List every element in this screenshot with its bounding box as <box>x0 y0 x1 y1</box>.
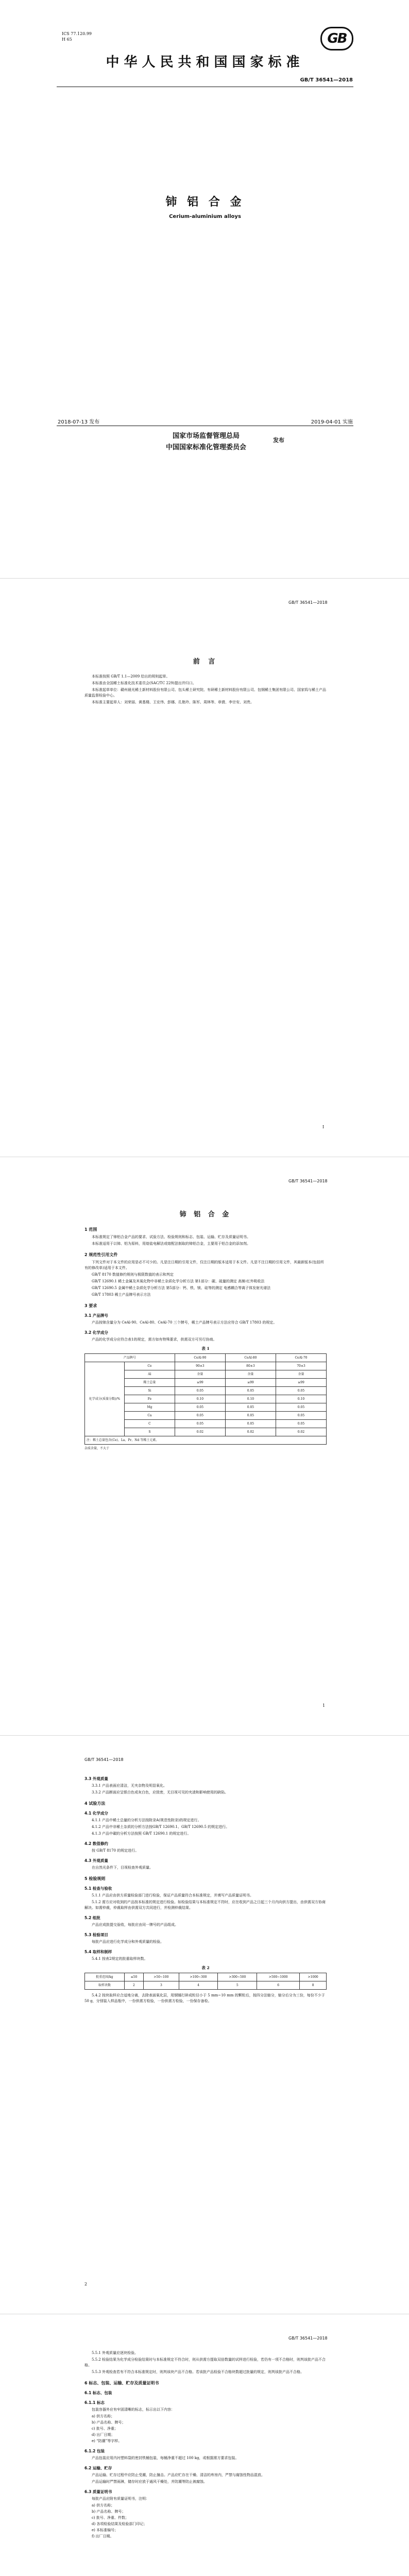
table-note-row <box>85 1436 327 1445</box>
table-cell: 0.05 <box>276 1403 326 1412</box>
paragraph: 5.4.1 按表2规定的批重取样块数。 <box>92 1957 148 1961</box>
foreword-page <box>0 579 409 1157</box>
paragraph: 产品应成批提交验收，每批应由同一牌号的产品组成。 <box>92 1923 178 1927</box>
table-row-label: C <box>125 1420 175 1428</box>
reference-item: GB/T 12690.5 金属中稀土杂质化学分析方法 第5部分：钙、铁、镁、硅等的测定 电感耦合等离子体发射光谱法 <box>92 1286 271 1290</box>
national-standard-title: 中华人民共和国国家标准 <box>106 55 304 70</box>
page-number: 2 <box>84 2282 88 2286</box>
paragraph: 产品按铈含量分为 CeAl-90、CeAl-80、CeAl-70 三个牌号，稀土产品牌号表示方法应符合 GB/T 17803 的规定。 <box>92 1320 277 1325</box>
ccs-code: H 65 <box>62 37 72 42</box>
content-page-3 <box>0 2314 409 2576</box>
table-header-row <box>85 1354 327 1362</box>
subsection-heading: 3.3 外观质量 <box>84 1776 108 1781</box>
table-cell: 0.10 <box>225 1395 276 1403</box>
publish-label: 发布 <box>273 437 284 444</box>
foreword-title: 前 言 <box>193 658 218 666</box>
foreword-para: 本标准由全国稀土标准化技术委员会(SAC/TC 229)提出并归口。 <box>92 681 196 685</box>
gb-logo-text: GB <box>327 31 347 46</box>
paragraph: 5.5.3 外观检查若有不符合本标准规定时，则判该块产品不合格。若该批产品检验不合格块数超过批量的规定，则判该批产品不合格。 <box>92 2370 304 2374</box>
paragraph: 5.1.1 产品应由供方质量检验部门进行检验，保证产品质量符合本标准规定，并填写产品质量证明书。 <box>92 1893 254 1897</box>
table-cell: 余量 <box>276 1370 326 1379</box>
table-row <box>85 1362 327 1370</box>
table-brand: CeAl-90 <box>175 1354 225 1362</box>
subsection-heading: 6.2 运输、贮存 <box>84 2466 112 2470</box>
table-cell: 0.02 <box>225 1428 276 1436</box>
list-item: b) 产品名称、牌号； <box>92 2510 126 2514</box>
table-cell: 余量 <box>175 1370 225 1379</box>
section-heading: 5 检验规则 <box>84 1876 106 1881</box>
table-cell: >50~100 <box>144 1973 179 1981</box>
subsection-heading: 5.2 组批 <box>84 1916 100 1920</box>
paragraph: 本标准规定了铈铝合金产品的要求、试验方法、检验规则和标志、包装、运输、贮存及质量证明书。 <box>92 1235 250 1239</box>
table-cell: ≤50 <box>124 1973 143 1981</box>
reference-item: GB/T 12690.1 稀土金属及其氧化物中非稀土杂质化学分析方法 第1部分：碳、硫量的测定 高频-红外吸收法 <box>92 1279 265 1283</box>
table-brand: CeAl-70 <box>276 1354 326 1362</box>
cover-page <box>0 0 409 579</box>
list-item: a) 供方名称； <box>92 2503 115 2507</box>
subsection-heading: 6.1.2 包装 <box>84 2449 105 2453</box>
table-title: 表 1 <box>201 1346 210 1351</box>
subsection-heading: 3.1 产品牌号 <box>84 1313 108 1318</box>
table-cell: 0.05 <box>225 1420 276 1428</box>
paragraph: 3.3.1 产品表面应清洁，无夹杂物及明显氧化。 <box>92 1784 167 1788</box>
table-row-label: Ce <box>125 1362 175 1370</box>
issuer-block <box>139 430 273 451</box>
table-row-label: 稀土总量 <box>125 1379 175 1387</box>
table-cell: >300~500 <box>218 1973 257 1981</box>
table-row-label: Si <box>125 1387 175 1395</box>
subsection-heading: 5.4 取样和制样 <box>84 1950 112 1954</box>
table-cell: 0.05 <box>225 1403 276 1412</box>
content-body <box>84 1222 327 1451</box>
table-cell: ≥99 <box>175 1379 225 1387</box>
paragraph: 下列文件对于本文件的应用是必不可少的。凡是注日期的引用文件，仅注日期的版本适用于本文件。凡是不注日期的引用文件，其最新版本(包括所有的修改单)适用于本文件。 <box>84 1260 324 1270</box>
table-cell: 0.05 <box>276 1420 326 1428</box>
standard-number: GB/T 36541—2018 <box>300 77 353 83</box>
list-item: b) 产品名称、牌号； <box>92 2420 126 2425</box>
issuer-sac: 中国国家标准化管理委员会 <box>165 444 246 451</box>
table-row <box>85 1981 327 1990</box>
issuer-samr: 国家市场监督管理总局 <box>172 432 240 440</box>
table-cell: 0.10 <box>276 1395 326 1403</box>
table-cell: 3 <box>144 1981 179 1990</box>
foreword-para: 本标准主要起草人：刘荣丽、黄基楼、王宏伟、彭娜、孔艳玲、陈军、周林等、章倩、李宗安、刘贵。 <box>92 700 254 704</box>
page-number: I <box>322 1125 325 1129</box>
gb-logo <box>320 27 353 50</box>
list-item: f) 出厂日期。 <box>92 2534 114 2538</box>
content-body <box>84 1772 327 2005</box>
standard-title-cn: 铈 铝 合 金 <box>165 196 245 209</box>
content-page-1 <box>0 1157 409 1736</box>
table-cell: 6 <box>257 1981 300 1990</box>
section-heading: 3 要求 <box>84 1303 97 1308</box>
table-brand: CeAl-80 <box>225 1354 276 1362</box>
paragraph: 产品运输时严禁雨淋，储存时应放于通风干燥处，并防潮等防止被腐蚀。 <box>92 2480 207 2484</box>
subsection-heading: 5.1 检查与验收 <box>84 1886 112 1891</box>
table-cell: 70±3 <box>276 1362 326 1370</box>
table-cell: 0.05 <box>225 1387 276 1395</box>
subsection-heading: 4.1 化学成分 <box>84 1811 108 1816</box>
list-item: d) 各项检验结果及检验部门印记； <box>92 2522 147 2526</box>
table-row-label: Ca <box>125 1412 175 1420</box>
table-note: 注：稀土总量包含(Ce)、La、Pr、Nd 等稀土元素。 <box>85 1436 327 1445</box>
table-cell: 2 <box>124 1981 143 1990</box>
reference-item: GB/T 8170 数值修约规则与极限数值的表示和判定 <box>92 1273 174 1277</box>
issue-date: 2018-07-13 发布 <box>58 419 100 425</box>
paragraph: 4.1.1 产品中稀土总量的分析方法按附录A(规范性附录)的规定进行。 <box>92 1818 201 1822</box>
content-page-2 <box>0 1736 409 2314</box>
composition-table <box>84 1353 327 1445</box>
subsection-heading: 4.3 外观质量 <box>84 1858 108 1863</box>
paragraph: 每批产品应附有质量证明书，注明： <box>92 2497 149 2501</box>
table-title: 表 2 <box>201 1965 210 1970</box>
paragraph: 4.1.3 产品中碳的分析方法按照 GB/T 12690.1 的规定进行。 <box>92 1832 191 1836</box>
subsection-heading: 6.3 质量证明书 <box>84 2489 112 2494</box>
page-header: GB/T 36541—2018 <box>288 600 328 605</box>
page-header: GB/T 36541—2018 <box>288 1179 328 1183</box>
section-heading: 4 试验方法 <box>84 1801 106 1806</box>
list-item: d) 出厂日期； <box>92 2433 115 2437</box>
paragraph: 5.5.1 外观质量应逐块检验。 <box>92 2351 139 2355</box>
table-row-label: 取样块数 <box>85 1981 125 1990</box>
paragraph: 包装容器外应有牢固清晰的标志，标示出以下内容： <box>92 2408 175 2412</box>
table-cell: 0.05 <box>175 1403 225 1412</box>
list-item: e) “防潮”等字样。 <box>92 2439 122 2443</box>
table-cell: ≥99 <box>225 1379 276 1387</box>
page-header: GB/T 36541—2018 <box>84 1757 124 1762</box>
list-item: a) 供方名称； <box>92 2414 115 2418</box>
sampling-table <box>84 1973 327 1990</box>
table-cell: 0.05 <box>175 1387 225 1395</box>
table-cell: 0.05 <box>276 1387 326 1395</box>
table-cell: ≥99 <box>276 1379 326 1387</box>
subsection-heading: 5.3 检验项目 <box>84 1933 108 1937</box>
table-group-label: 化学成分(质量分数)/% <box>85 1362 125 1436</box>
reference-item: GB/T 17803 稀土产品牌号表示方法 <box>92 1293 151 1297</box>
table-cell: 0.05 <box>175 1420 225 1428</box>
table-cell: 80±3 <box>225 1362 276 1370</box>
paragraph: 按 GB/T 8170 的规定进行。 <box>92 1849 139 1853</box>
table-cell: 0.05 <box>225 1412 276 1420</box>
table-cell: 0.10 <box>175 1395 225 1403</box>
table-row <box>85 1973 327 1981</box>
implementation-date: 2019-04-01 实施 <box>311 419 353 425</box>
section-heading: 6 标志、包装、运输、贮存及质量证明书 <box>84 2381 159 2385</box>
paragraph: 产品包装应用内衬塑料袋的密封铁桶包装，每桶净重不超过 100 kg，或根据需方要求包装。 <box>92 2456 239 2460</box>
table-cell: 0.02 <box>276 1428 326 1436</box>
ics-code: ICS 77.120.99 <box>62 31 92 36</box>
table-row-label: S <box>125 1428 175 1436</box>
table-row-label: Mg <box>125 1403 175 1412</box>
page-number: 1 <box>322 1703 326 1708</box>
paragraph: 5.4.2 按块取样应合适地分离，去除表面氧化层，用钢锤打碎成粒径小于 5 mm~10 mm 的颗粒后，按四分法缩分，缩分后分为三份，每份不少于 50 g，分别装入样品瓶中，一份供需方检验，一份供需方检验，一份保存备检。 <box>84 1993 325 2003</box>
paragraph: 本标准适用于以铈、铝为原料，用熔盐电解法或熔配法制取的铈铝合金，主要用于铝合金的添加剂。 <box>92 1242 250 1246</box>
table-row-label: Al <box>125 1370 175 1379</box>
list-item: e) 本标准编号； <box>92 2528 118 2532</box>
paragraph: 5.5.2 检验结果为化学成分检验结果时与本标准规定不符合时，则从供需方提取双倍数量的试样进行检验，若仍有一项不合格时，则判该批产品不合格。 <box>84 2358 326 2367</box>
foreword-para: 本标准按照 GB/T 1.1—2009 给出的规则起草。 <box>92 674 170 679</box>
table-cell: 8 <box>300 1981 327 1990</box>
table-row-label: Fe <box>125 1395 175 1403</box>
subsection-heading: 6.1.1 标志 <box>84 2400 105 2405</box>
table-header-brand: 产品牌号 <box>85 1354 175 1362</box>
subsection-heading: 4.2 数值修约 <box>84 1841 108 1846</box>
foreword-para: 本标准起草单位：赣州晨光稀土新材料股份有限公司、包头稀土研究院、有研稀土新材料股份有限公司、包钢稀土集团有限公司、国家钨与稀土产品质量监督检验中心。 <box>84 688 326 698</box>
subsection-heading: 3.2 化学成分 <box>84 1330 108 1335</box>
table-cell: 余量 <box>225 1370 276 1379</box>
foreword-body <box>84 674 327 706</box>
content-body <box>84 2350 327 2540</box>
list-item: c) 批号、净重； <box>92 2427 118 2431</box>
paragraph: 4.1.2 产品中非稀土杂质的分析方法按GB/T 12690.1、GB/T 12690.5 的规定进行。 <box>92 1825 230 1829</box>
table-cell: 5 <box>218 1981 257 1990</box>
table-cell: 0.05 <box>276 1412 326 1420</box>
table-row-label: 批重范围/kg <box>85 1973 125 1981</box>
paragraph: 在自然光条件下，目视检查外观质量。 <box>92 1866 153 1870</box>
table-cell: >100~300 <box>179 1973 218 1981</box>
table-cell: >500~1000 <box>257 1973 300 1981</box>
section-heading: 1 范围 <box>84 1227 97 1232</box>
section-heading: 2 规范性引用文件 <box>84 1252 118 1257</box>
list-item: c) 批号、净重、件数； <box>92 2516 129 2520</box>
subsection-heading: 6.1 标志、包装 <box>84 2391 112 2395</box>
paragraph: 产品运输、贮存过程中应防止受潮，防止撞击。产品应贮存在干燥、清洁的库房内，严禁与腐蚀性物品混放。 <box>92 2473 265 2477</box>
page-header: GB/T 36541—2018 <box>288 2336 328 2341</box>
paragraph: 每批产品应进行化学成分和外观质量的检验。 <box>92 1940 164 1944</box>
table-cell: 4 <box>179 1981 218 1990</box>
table-cell: 0.02 <box>175 1428 225 1436</box>
table-cell: 90±3 <box>175 1362 225 1370</box>
standard-title-en: Cerium-aluminium alloys <box>169 214 241 219</box>
impurity-label: 杂质含量，不大于 <box>84 1447 110 1450</box>
standard-title: 铈 铝 合 金 <box>179 1211 232 1218</box>
table-cell: 0.05 <box>175 1412 225 1420</box>
paragraph: 产品的化学成分应符合表1的规定，需方如有特殊要求，供需双方可另行协商。 <box>92 1337 217 1342</box>
paragraph: 3.3.2 产品断面应呈银白色或灰白色，应致密，无目视可见的夹渣和影响使用的缺陷。 <box>92 1790 229 1794</box>
paragraph: 5.1.2 需方应对收到的产品按本标准的规定进行检验。如检验结果与本标准规定不符时，应在收到产品之日起三个月内向供方提出，由供需双方协商解决。如需仲裁，仲裁取样由供需双方共同进行，并检测仲裁结果。 <box>84 1900 326 1910</box>
table-cell: >1000 <box>300 1973 327 1981</box>
